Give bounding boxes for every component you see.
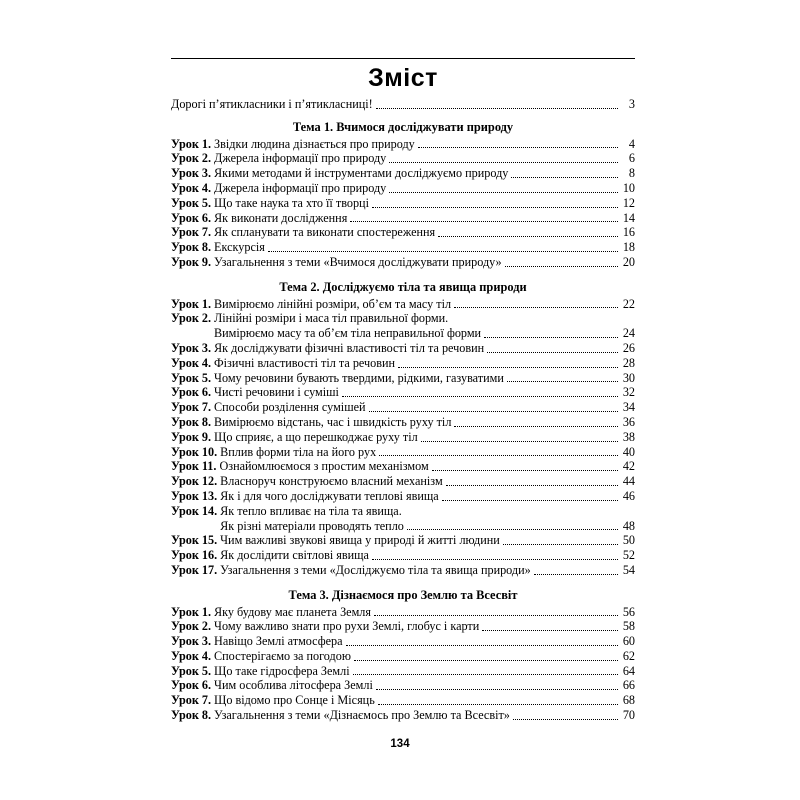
lesson-title: Чим важливі звукові явища у природі й житті людини xyxy=(220,533,500,548)
lesson-label: Урок 9. xyxy=(171,254,212,269)
lesson-page-number: 50 xyxy=(622,533,635,548)
lesson-page-number: 62 xyxy=(622,648,635,663)
dot-leader xyxy=(454,426,618,427)
lesson-label: Урок 2. xyxy=(171,619,212,634)
page-number: 134 xyxy=(390,738,410,750)
toc-entry[interactable] xyxy=(171,400,635,415)
lesson-label: Урок 4. xyxy=(171,648,212,663)
toc-entry[interactable] xyxy=(171,430,635,445)
lesson-label: Урок 1. xyxy=(171,604,212,619)
lesson-title: Ознайомлюємося з простим механізмом xyxy=(219,459,429,474)
dot-leader xyxy=(442,500,618,501)
lesson-list xyxy=(171,605,635,723)
lesson-page-number: 34 xyxy=(622,400,635,415)
lesson-title: Як досліджувати фізичні властивості тіл та речовин xyxy=(214,340,485,355)
lesson-title: Звідки людина дізнається про природу xyxy=(214,136,415,151)
lesson-title: Способи розділення сумішей xyxy=(214,400,366,415)
lesson-title: Чому речовини бувають твердими, рідкими, газуватими xyxy=(214,370,504,385)
lesson-title: Спостерігаємо за погодою xyxy=(214,648,351,663)
lesson-title: Чисті речовини і суміші xyxy=(214,385,339,400)
lesson-page-number: 36 xyxy=(622,414,635,429)
lesson-page-number: 58 xyxy=(622,619,635,634)
lesson-page-number: 22 xyxy=(622,296,635,311)
lesson-label: Урок 5. xyxy=(171,370,212,385)
dot-leader xyxy=(398,367,618,368)
lesson-page-number: 48 xyxy=(622,518,635,533)
lesson-page-number: 60 xyxy=(622,634,635,649)
toc-entry[interactable] xyxy=(171,504,635,519)
lesson-title: Що таке наука та хто її творці xyxy=(214,195,369,210)
section-heading: Тема 2. Досліджуємо тіла та явища природи xyxy=(279,279,527,294)
dot-leader xyxy=(372,207,618,208)
lesson-label: Урок 3. xyxy=(171,166,212,181)
lesson-title: Вплив форми тіла на його рух xyxy=(220,444,377,459)
toc-entry[interactable] xyxy=(171,619,635,634)
lesson-label: Урок 2. xyxy=(171,311,212,326)
toc-page-number: 3 xyxy=(628,97,635,111)
lesson-label: Урок 3. xyxy=(171,634,212,649)
lesson-page-number: 68 xyxy=(622,693,635,708)
toc-entry[interactable] xyxy=(171,664,635,679)
lesson-page-number: 70 xyxy=(622,708,635,723)
lesson-label: Урок 11. xyxy=(171,459,217,474)
dot-leader xyxy=(353,674,618,675)
toc-entry[interactable] xyxy=(171,548,635,563)
lesson-page-number: 8 xyxy=(628,166,635,181)
lesson-title: Як тепло впливає на тіла та явища. xyxy=(220,503,402,518)
lesson-page-number: 54 xyxy=(622,562,635,577)
lesson-label: Урок 12. xyxy=(171,474,218,489)
dot-leader xyxy=(511,177,618,178)
page-title: Зміст xyxy=(368,64,438,92)
lesson-label: Урок 15. xyxy=(171,533,218,548)
toc-entry[interactable] xyxy=(171,297,635,312)
toc-entry[interactable] xyxy=(171,519,635,534)
toc-entry[interactable] xyxy=(171,708,635,723)
lesson-label: Урок 6. xyxy=(171,678,212,693)
dot-leader xyxy=(418,147,618,148)
dot-leader xyxy=(354,660,618,661)
toc-entry[interactable] xyxy=(171,181,635,196)
lesson-title: Як виконати дослідження xyxy=(214,210,348,225)
dot-leader xyxy=(389,192,618,193)
lesson-label: Урок 7. xyxy=(171,693,212,708)
dot-leader xyxy=(342,396,618,397)
lesson-title: Що відомо про Сонце і Місяць xyxy=(214,693,375,708)
lesson-title: Джерела інформації про природу xyxy=(214,151,387,166)
lesson-page-number: 32 xyxy=(622,385,635,400)
lesson-label: Урок 1. xyxy=(171,136,212,151)
lesson-page-number: 44 xyxy=(622,474,635,489)
dot-leader xyxy=(421,441,618,442)
lesson-list xyxy=(171,137,635,270)
toc-intro-entry[interactable] xyxy=(171,97,635,112)
lesson-page-number: 10 xyxy=(622,180,635,195)
lesson-title: Джерела інформації про природу xyxy=(214,180,387,195)
lesson-page-number: 56 xyxy=(622,604,635,619)
lesson-title: Узагальнення з теми «Досліджуємо тіла та явища природи» xyxy=(220,562,531,577)
lesson-label: Урок 5. xyxy=(171,663,212,678)
lesson-label: Урок 17. xyxy=(171,562,218,577)
toc-entry[interactable] xyxy=(171,356,635,371)
lesson-label: Урок 7. xyxy=(171,400,212,415)
lesson-title: Що сприяє, а що перешкоджає руху тіл xyxy=(214,429,418,444)
toc-entry[interactable] xyxy=(171,563,635,578)
lesson-label: Урок 5. xyxy=(171,195,212,210)
lesson-title: Узагальнення з теми «Дізнаємось про Землю та Всесвіт» xyxy=(214,708,510,723)
dot-leader xyxy=(268,251,618,252)
lesson-title: Вимірюємо відстань, час і швидкість руху тіл xyxy=(214,414,452,429)
dot-leader xyxy=(484,337,618,338)
dot-leader xyxy=(407,529,618,530)
dot-leader xyxy=(432,470,618,471)
lesson-page-number: 40 xyxy=(622,444,635,459)
dot-leader xyxy=(379,455,618,456)
lesson-label: Урок 7. xyxy=(171,225,212,240)
dot-leader xyxy=(369,411,618,412)
dot-leader xyxy=(438,236,618,237)
toc-entry[interactable] xyxy=(171,255,635,270)
lesson-page-number: 66 xyxy=(622,678,635,693)
toc-entry[interactable] xyxy=(171,415,635,430)
lesson-label: Урок 1. xyxy=(171,296,212,311)
lesson-page-number: 26 xyxy=(622,340,635,355)
toc-entry[interactable] xyxy=(171,311,635,326)
toc-entry[interactable] xyxy=(171,533,635,548)
lesson-page-number: 52 xyxy=(622,548,635,563)
lesson-title: Власноруч конструюємо власний механізм xyxy=(220,474,443,489)
dot-leader xyxy=(487,352,618,353)
toc-entry[interactable] xyxy=(171,225,635,240)
toc-entry[interactable] xyxy=(171,196,635,211)
lesson-label: Урок 4. xyxy=(171,180,212,195)
dot-leader xyxy=(378,704,618,705)
lesson-title: Що таке гідросфера Землі xyxy=(214,663,350,678)
toc-entry[interactable] xyxy=(171,341,635,356)
lesson-page-number: 20 xyxy=(622,254,635,269)
toc-entry[interactable] xyxy=(171,693,635,708)
dot-leader xyxy=(372,559,618,560)
toc-entry[interactable] xyxy=(171,137,635,152)
toc-sections xyxy=(171,120,635,723)
toc-entry[interactable] xyxy=(171,371,635,386)
top-rule xyxy=(171,58,635,59)
toc-entry[interactable] xyxy=(171,634,635,649)
lesson-title: Як різні матеріали проводять тепло xyxy=(220,518,404,533)
lesson-title: Узагальнення з теми «Вчимося досліджувати природу» xyxy=(214,254,502,269)
toc-entry[interactable] xyxy=(171,240,635,255)
lesson-title: Екскурсія xyxy=(214,240,265,255)
toc-entry[interactable] xyxy=(171,151,635,166)
section-heading: Тема 3. Дізнаємося про Землю та Всесвіт xyxy=(288,587,518,602)
lesson-title: Як і для чого досліджувати теплові явища xyxy=(220,488,439,503)
lesson-title: Навіщо Землі атмосфера xyxy=(214,634,343,649)
lesson-title: Фізичні властивості тіл та речовин xyxy=(214,355,396,370)
lesson-label: Урок 8. xyxy=(171,708,212,723)
toc-entry[interactable] xyxy=(171,605,635,620)
lesson-page-number: 4 xyxy=(628,136,635,151)
dot-leader xyxy=(350,221,618,222)
lesson-title: Яку будову має планета Земля xyxy=(214,604,371,619)
lesson-page-number: 12 xyxy=(622,195,635,210)
dot-leader xyxy=(513,719,618,720)
toc-entry[interactable] xyxy=(171,326,635,341)
toc-entry[interactable] xyxy=(171,649,635,664)
lesson-label: Урок 13. xyxy=(171,488,218,503)
lesson-title: Вимірюємо масу та об’єм тіла неправильної форми xyxy=(214,326,482,341)
dot-leader xyxy=(389,162,618,163)
dot-leader xyxy=(376,108,618,109)
toc-entry[interactable] xyxy=(171,459,635,474)
lesson-label: Урок 9. xyxy=(171,429,212,444)
toc-entry[interactable] xyxy=(171,385,635,400)
toc-page xyxy=(171,58,635,723)
lesson-label: Урок 4. xyxy=(171,355,212,370)
lesson-label: Урок 3. xyxy=(171,340,212,355)
dot-leader xyxy=(454,307,618,308)
lesson-label: Урок 2. xyxy=(171,151,212,166)
dot-leader xyxy=(482,630,618,631)
lesson-label: Урок 8. xyxy=(171,414,212,429)
lesson-page-number: 24 xyxy=(622,326,635,341)
dot-leader xyxy=(534,574,618,575)
lesson-label: Урок 6. xyxy=(171,385,212,400)
lesson-page-number: 38 xyxy=(622,429,635,444)
lesson-label: Урок 8. xyxy=(171,240,212,255)
dot-leader xyxy=(374,615,618,616)
toc-entry[interactable] xyxy=(171,489,635,504)
lesson-page-number: 64 xyxy=(622,663,635,678)
lesson-page-number: 16 xyxy=(622,225,635,240)
toc-entry-text: Дорогі п’ятикласники і п’ятикласниці! xyxy=(171,97,373,111)
lesson-label: Урок 14. xyxy=(171,503,218,518)
lesson-page-number: 30 xyxy=(622,370,635,385)
toc-entry[interactable] xyxy=(171,445,635,460)
dot-leader xyxy=(446,485,618,486)
section-heading: Тема 1. Вчимося досліджувати природу xyxy=(292,119,514,134)
lesson-page-number: 6 xyxy=(628,151,635,166)
dot-leader xyxy=(505,266,618,267)
lesson-label: Урок 6. xyxy=(171,210,212,225)
lesson-title: Як спланувати та виконати спостереження xyxy=(214,225,436,240)
lesson-page-number: 18 xyxy=(622,240,635,255)
toc-entry[interactable] xyxy=(171,211,635,226)
lesson-label: Урок 16. xyxy=(171,548,218,563)
toc-entry[interactable] xyxy=(171,678,635,693)
lesson-page-number: 28 xyxy=(622,355,635,370)
lesson-title: Якими методами й інструментами досліджуємо природу xyxy=(214,166,509,181)
dot-leader xyxy=(346,645,618,646)
dot-leader xyxy=(376,689,618,690)
lesson-page-number: 14 xyxy=(622,210,635,225)
lesson-page-number: 42 xyxy=(622,459,635,474)
lesson-title: Чим особлива літосфера Землі xyxy=(214,678,373,693)
lesson-list xyxy=(171,297,635,578)
lesson-title: Вимірюємо лінійні розміри, об’єм та масу тіл xyxy=(214,296,452,311)
toc-entry[interactable] xyxy=(171,474,635,489)
dot-leader xyxy=(503,544,618,545)
lesson-title: Чому важливо знати про рухи Землі, глобус і карти xyxy=(214,619,480,634)
lesson-page-number: 46 xyxy=(622,488,635,503)
lesson-label: Урок 10. xyxy=(171,444,218,459)
lesson-title: Як дослідити світлові явища xyxy=(220,548,369,563)
dot-leader xyxy=(507,381,618,382)
lesson-title: Лінійні розміри і маса тіл правильної форми. xyxy=(214,311,449,326)
toc-entry[interactable] xyxy=(171,166,635,181)
